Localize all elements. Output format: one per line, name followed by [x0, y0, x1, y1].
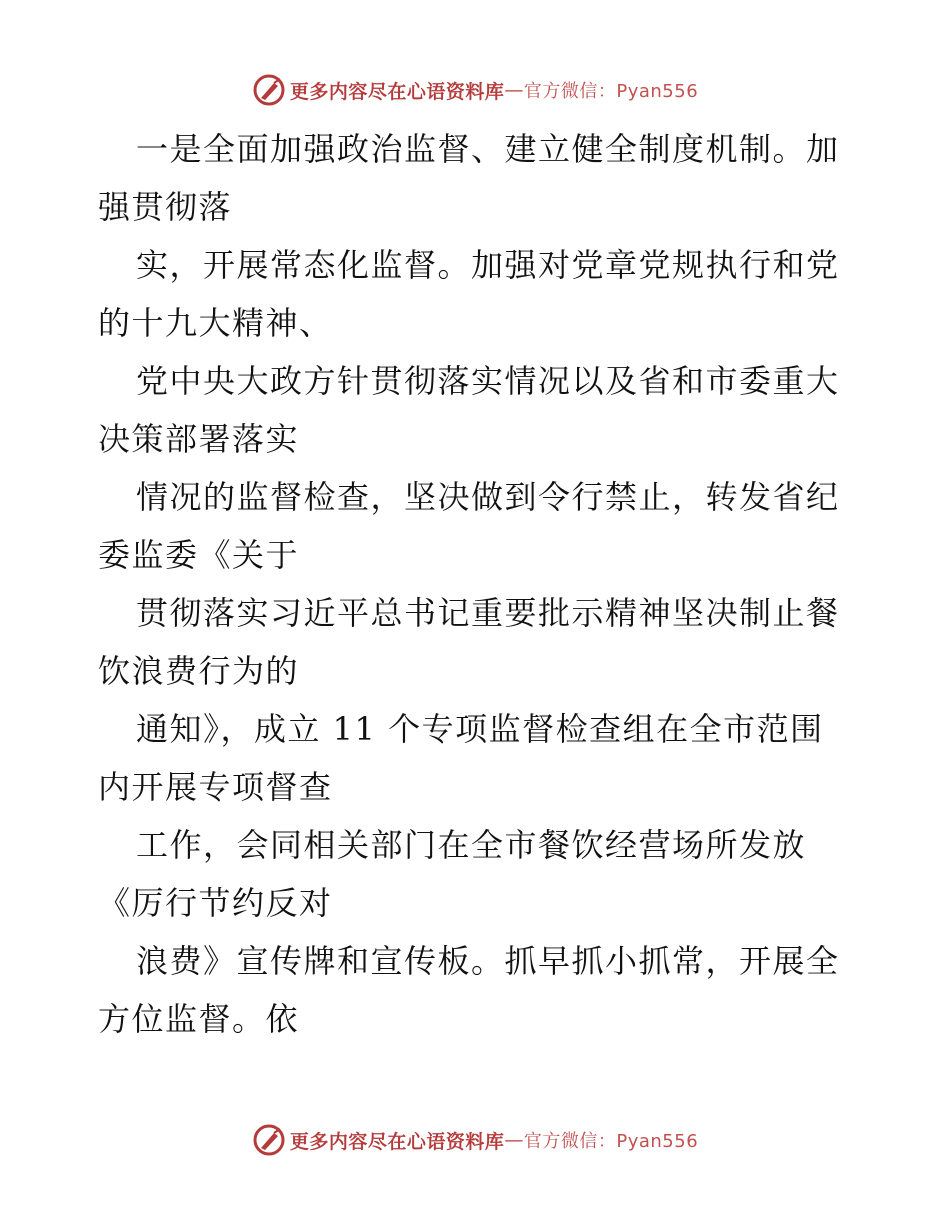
body-line: 委监委《关于: [98, 536, 300, 574]
body-line: 工作，会同相关部门在全市餐饮经营场所发放: [136, 826, 807, 864]
header-separator: —: [504, 79, 524, 101]
body-line: 决策部署落实: [98, 420, 300, 458]
body-line: 浪费》宣传牌和宣传板。抓早抓小抓常，开展全: [136, 942, 840, 980]
body-line: 情况的监督检查，坚决做到令行禁止，转发省纪: [136, 478, 840, 516]
footer-site-text: 更多内容尽在心语资料库: [289, 1130, 505, 1153]
body-line: 《厉行节约反对: [98, 884, 333, 922]
quill-logo-icon: [252, 73, 286, 107]
body-line: 实，开展常态化监督。加强对党章党规执行和党: [136, 246, 840, 284]
body-line: 党中央大政方针贯彻落实情况以及省和市委重大: [136, 362, 840, 400]
quill-logo-icon: [252, 1123, 286, 1157]
header-banner: [0, 70, 950, 110]
footer-banner: [0, 1120, 950, 1160]
document-body: [98, 120, 858, 1048]
body-line: 贯彻落实习近平总书记重要批示精神坚决制止餐: [136, 594, 840, 632]
body-line: 饮浪费行为的: [98, 652, 300, 690]
body-line: 强贯彻落: [98, 188, 233, 226]
header-banner-text: [290, 77, 698, 104]
body-line: 方位监督。依: [98, 1000, 300, 1038]
header-site-text: 更多内容尽在心语资料库: [289, 80, 505, 103]
body-line: 内开展专项督查: [98, 768, 333, 806]
footer-banner-text: [290, 1127, 698, 1154]
footer-wechat-text: 官方微信：Pyan556: [523, 1131, 699, 1152]
body-line: 一是全面加强政治监督、建立健全制度机制。加: [136, 130, 840, 168]
header-wechat-text: 官方微信：Pyan556: [523, 81, 699, 102]
footer-separator: —: [504, 1129, 524, 1151]
body-line: 通知》，成立 11 个专项监督检查组在全市范围: [136, 710, 824, 748]
body-line: 的十九大精神、: [98, 304, 333, 342]
